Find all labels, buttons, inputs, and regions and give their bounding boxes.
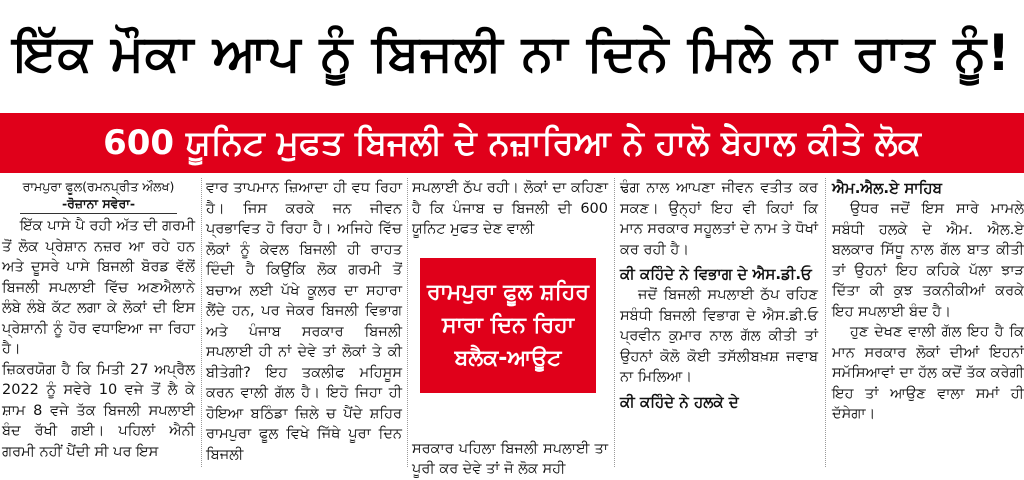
subheadline: 600 ਯੂਨਿਟ ਮੁਫਤ ਬਿਜਲੀ ਦੇ ਨਜ਼ਾਰਿਆ ਨੇ ਹਾਲੋ ਬੇਹਾਲ ਕੀਤੇ ਲੋਕ	[103, 123, 921, 163]
paragraph: ਇੱਕ ਪਾਸੇ ਪੈ ਰਹੀ ਅੱਤ ਦੀ ਗਰਮੀ ਤੋਂ ਲੋਕ ਪ੍ਰੇਸ਼ਾਨ ਨਜ਼ਰ ਆ ਰਹੇ ਹਨ ਅਤੇ ਦੂਸਰੇ ਪਾਸੇ ਬਿਜਲੀ ਬੋਰਡ ਵੱਲੋਂ ਬਿਜਲੀ ਸਪਲਾਈ ਵਿੱਚ ਅਣਐਲਾਨੇ ਲੰਬੇ ਲੰਬੇ ਕੱਟ ਲਗਾ ਕੇ ਲੋਕਾਂ ਦੀ ਇਸ ਪ੍ਰੇਸ਼ਾਨੀ ਨੂੰ ਹੋਰ ਵਧਾਇਆ ਜਾ ਰਿਹਾ ਹੈ।	[2, 218, 195, 357]
column-4	[620, 178, 818, 467]
column-3-bottom	[412, 424, 608, 477]
column-divider	[825, 178, 827, 467]
paragraph: ਜਦੋਂ ਬਿਜਲੀ ਸਪਲਾਈ ਠੱਪ ਰਹਿਣ ਸਬੰਧੀ ਬਿਜਲੀ ਵਿਭਾਗ ਦੇ ਐਸ.ਡੀ.ਓ ਪ੍ਰਵੀਨ ਕੁਮਾਰ ਨਾਲ ਗੱਲ ਕੀਤੀ ਤਾਂ ਉਹਨਾਂ ਕੋਲੋ ਕੋਈ ਤਸੱਲੀਬਖ਼ਸ਼ ਜਵਾਬ ਨਾ ਮਿਲਿਆ।	[620, 287, 818, 385]
column-divider	[201, 178, 203, 467]
byline: ਰਾਮਪੁਰਾ ਫੂਲ(ਰਮਨਪ੍ਰੀਤ ਔਲਖ)	[22, 179, 175, 194]
callout-text: ਰਾਮਪੁਰਾ ਫੂਲ ਸ਼ਹਿਰ ਸਾਰਾ ਦਿਨ ਰਿਹਾ ਬਲੈਕ-ਆਊਟ	[427, 280, 589, 371]
paragraph: ਜ਼ਿਕਰਯੋਗ ਹੈ ਕਿ ਮਿਤੀ 27 ਅਪ੍ਰੈਲ 2022 ਨੂੰ ਸਵੇਰੇ 10 ਵਜੇ ਤੋਂ ਲੈ ਕੇ ਸ਼ਾਮ 8 ਵਜੇ ਤੱਕ ਬਿਜਲੀ ਸਪਲਾਈ ਬੰਦ ਰੱਖੀ ਗਈ। ਪਹਿਲਾਂ ਐਨੀ ਗਰਮੀ ਨਹੀਂ ਪੈਂਦੀ ਸੀ ਪਰ ਇਸ	[2, 361, 195, 460]
paragraph: ਹੁਣ ਦੇਖਣ ਵਾਲੀ ਗੱਲ ਇਹ ਹੈ ਕਿ ਮਾਨ ਸਰਕਾਰ ਲੋਕਾਂ ਦੀਆਂ ਇਹਨਾਂ ਸਮੱਸਿਆਵਾਂ ਦਾ ਹੱਲ ਕਦੋਂ ਤੱਕ ਕਰੇਗੀ ਇਹ ਤਾਂ ਆਉਣ ਵਾਲਾ ਸਮਾਂ ਹੀ ਦੱਸੇਗਾ।	[832, 324, 1024, 422]
paragraph: ਢੰਗ ਨਾਲ ਆਪਣਾ ਜੀਵਨ ਵਤੀਤ ਕਰ ਸਕਣ। ਉਨ੍ਹਾਂ ਇਹ ਵੀ ਕਿਹਾਂ ਕਿ ਮਾਨ ਸਰਕਾਰ ਸਹੂਲਤਾਂ ਦੇ ਨਾਮ ਤੇ ਧੋਖਾਂ ਕਰ ਰਹੀ ਹੈ।	[620, 180, 818, 258]
column-5	[832, 178, 1024, 467]
paragraph: ਉਧਰ ਜਦੋਂ ਇਸ ਸਾਰੇ ਮਾਮਲੇ ਸਬੰਧੀ ਹਲਕੇ ਦੇ ਐਮ. ਐਲ.ਏ ਬਲਕਾਰ ਸਿੱਧੂ ਨਾਲ ਗੱਲ ਬਾਤ ਕੀਤੀ ਤਾਂ ਉਹਨਾਂ ਇਹ ਕਹਿਕੇ ਪੱਲਾ ਝਾੜ ਦਿੱਤਾ ਕੀ ਕੁਝ ਤਕਨੀਕੀਆਂ ਕਰਕੇ ਇਹ ਸਪਲਾਈ ਬੰਦ ਹੈ।	[832, 201, 1024, 320]
section-subhead: ਕੀ ਕਹਿੰਦੇ ਨੇ ਵਿਭਾਗ ਦੇ ਐਸ.ਡੀ.ਓ	[620, 265, 812, 283]
headline: ਇੱਕ ਮੌਕਾ ਆਪ ਨੂੰ ਬਿਜਲੀ ਨਾ ਦਿਨੇ ਮਿਲੇ ਨਾ ਰਾਤ ਨੂੰ!	[13, 23, 1011, 82]
callout-box	[420, 258, 596, 393]
column-1	[2, 178, 195, 467]
section-subhead: ਕੀ ਕਹਿੰਦੇ ਨੇ ਹਲਕੇ ਦੇ	[620, 392, 739, 411]
column-2	[206, 178, 402, 467]
paragraph: ਸਪਲਾਈ ਠੱਪ ਰਹੀ। ਲੋਕਾਂ ਦਾ ਕਹਿਣਾ ਹੈ ਕਿ ਪੰਜਾਬ ਚ ਬਿਜਲੀ ਦੀ 600 ਯੂਨਿਟ ਮੁਫਤ ਦੇਣ ਵਾਲੀ	[412, 180, 608, 237]
column-3	[412, 178, 608, 248]
subheadline-banner	[0, 113, 1024, 173]
column-divider	[407, 178, 409, 467]
paragraph: ਸਰਕਾਰ ਪਹਿਲਾ ਬਿਜਲੀ ਸਪਲਾਈ ਤਾ ਪੂਰੀ ਕਰ ਦੇਵੇ ਤਾਂ ਜੋ ਲੋਕ ਸਹੀ	[412, 440, 608, 477]
column-divider	[614, 178, 616, 467]
paragraph: ਵਾਰ ਤਾਪਮਾਨ ਜ਼ਿਆਦਾ ਹੀ ਵਧ ਰਿਹਾ ਹੈ। ਜਿਸ ਕਰਕੇ ਜਨ ਜੀਵਨ ਪ੍ਰਭਾਵਿਤ ਹੋ ਰਿਹਾ ਹੈ। ਅਜਿਹੇ ਵਿੱਚ ਲੋਕਾਂ ਨੂੰ ਕੇਵਲ ਬਿਜਲੀ ਹੀ ਰਾਹਤ ਦਿੰਦੀ ਹੈ ਕਿਉਂਕਿ ਲੋਕ ਗਰਮੀ ਤੋਂ ਬਚਾਅ ਲਈ ਪੱਖੇ ਕੂਲਰ ਦਾ ਸਹਾਰਾ ਲੈਂਦੇ ਹਨ, ਪਰ ਜੇਕਰ ਬਿਜਲੀ ਵਿਭਾਗ ਅਤੇ ਪੰਜਾਬ ਸਰਕਾਰ ਬਿਜਲੀ ਸਪਲਾਈ ਹੀ ਨਾਂ ਦੇਵੇ ਤਾਂ ਲੋਕਾਂ ਤੇ ਕੀ ਬੀਤੇਗੀ? ਇਹ ਤਕਲੀਫ ਮਹਿਸੂਸ ਕਰਨ ਵਾਲੀ ਗੱਲ ਹੈ। ਇਹੋ ਜਿਹਾ ਹੀ ਹੋਇਆ ਬਠਿੰਡਾ ਜ਼ਿਲੇ ਚ ਪੈਂਦੇ ਸ਼ਹਿਰ ਰਾਮਪੁਰਾ ਫੂਲ ਵਿਖੇ ਜਿੱਥੇ ਪੂਰਾ ਦਿਨ ਬਿਜਲੀ	[206, 180, 402, 463]
section-subhead: ਐਮ.ਐਲ.ਏ ਸਾਹਿਬ	[832, 179, 942, 197]
source-label: -ਰੋਜ਼ਾਨਾ ਸਵੇਰਾ-	[20, 195, 177, 214]
